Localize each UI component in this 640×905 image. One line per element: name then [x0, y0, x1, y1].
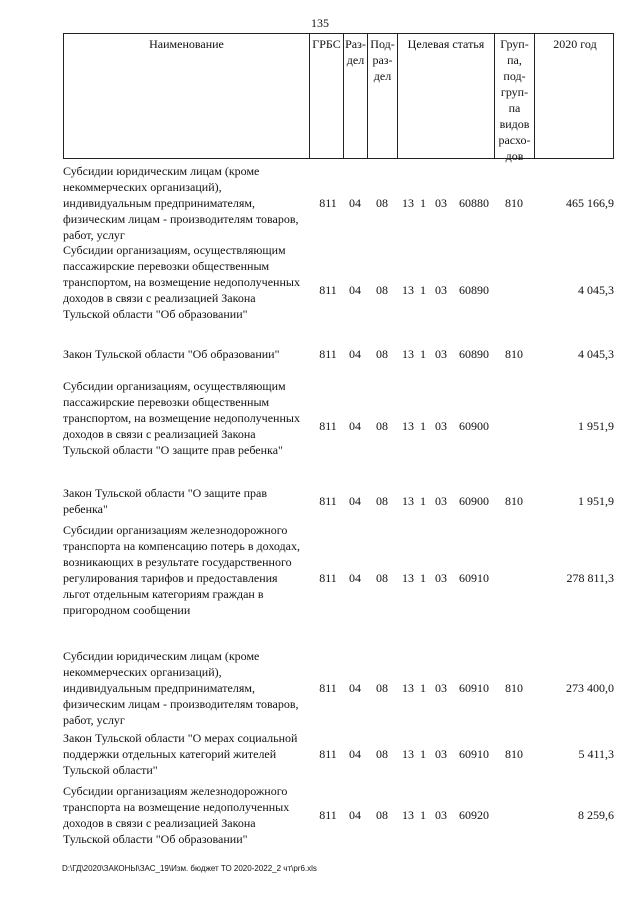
row-podrazdel: 08: [376, 808, 388, 822]
row-group: 810: [505, 196, 523, 210]
row-t3: 03: [435, 571, 447, 585]
row-group: 810: [505, 494, 523, 508]
row-t4: 60910: [459, 681, 489, 695]
table-row: [63, 346, 614, 362]
row-name: Субсидии юридическим лицам (кроме некоммерческих организаций), индивидуальным предпринимателям, физическим лицам - производителям товаров, работ, услуг: [63, 649, 299, 727]
row-t2: 1: [420, 681, 426, 695]
row-podrazdel: 08: [376, 283, 388, 297]
row-razdel: 04: [349, 494, 361, 508]
header-podrazdel: Под- раз- дел: [368, 34, 398, 158]
row-t2: 1: [420, 494, 426, 508]
table-row: [63, 163, 614, 243]
row-t2: 1: [420, 196, 426, 210]
row-t4: 60920: [459, 808, 489, 822]
row-t4: 60910: [459, 747, 489, 761]
row-t1: 13: [402, 681, 414, 695]
row-podrazdel: 08: [376, 681, 388, 695]
row-group: 810: [505, 747, 523, 761]
row-t4: 60880: [459, 196, 489, 210]
row-t4: 60900: [459, 419, 489, 433]
row-name: Закон Тульской области "О защите прав ребенка": [63, 486, 268, 516]
row-t4: 60900: [459, 494, 489, 508]
row-razdel: 04: [349, 283, 361, 297]
row-name: Закон Тульской области "О мерах социальной поддержки отдельных категорий жителей Тульской области": [63, 731, 298, 777]
row-t1: 13: [402, 347, 414, 361]
row-t2: 1: [420, 808, 426, 822]
row-t1: 13: [402, 571, 414, 585]
header-year: 2020 год: [553, 37, 597, 51]
table-row: [63, 522, 614, 634]
row-value: 1 951,9: [578, 419, 614, 433]
row-value: 5 411,3: [578, 747, 614, 761]
row-podrazdel: 08: [376, 747, 388, 761]
row-t4: 60910: [459, 571, 489, 585]
row-value: 4 045,3: [578, 347, 614, 361]
row-t2: 1: [420, 419, 426, 433]
row-value: 8 259,6: [578, 808, 614, 822]
header-razdel: Раз- дел: [344, 34, 368, 158]
row-name: Субсидии организациям железнодорожного транспорта на компенсацию потерь в доходах, возникающих в результате государственного регулирования тарифов и предоставления льгот отдельным категориям граждан в пригородном сообщении: [63, 523, 300, 617]
row-t2: 1: [420, 283, 426, 297]
row-razdel: 04: [349, 681, 361, 695]
table-row: [63, 648, 614, 728]
row-value: 4 045,3: [578, 283, 614, 297]
row-value: 273 400,0: [566, 681, 614, 695]
row-podrazdel: 08: [376, 196, 388, 210]
row-razdel: 04: [349, 747, 361, 761]
table-row: [63, 378, 614, 474]
row-grbs: 811: [319, 494, 337, 508]
row-t2: 1: [420, 347, 426, 361]
table-row: [63, 783, 614, 847]
table-row: [63, 485, 614, 517]
row-t3: 03: [435, 747, 447, 761]
row-group: 810: [505, 681, 523, 695]
table-header: [63, 33, 614, 163]
row-name: Закон Тульской области "Об образовании": [63, 347, 280, 361]
row-razdel: 04: [349, 196, 361, 210]
row-value: 465 166,9: [566, 196, 614, 210]
row-t3: 03: [435, 808, 447, 822]
row-razdel: 04: [349, 347, 361, 361]
row-t3: 03: [435, 196, 447, 210]
row-grbs: 811: [319, 347, 337, 361]
row-t2: 1: [420, 747, 426, 761]
header-name: Наименование: [64, 34, 310, 158]
row-t1: 13: [402, 283, 414, 297]
row-t4: 60890: [459, 283, 489, 297]
row-podrazdel: 08: [376, 347, 388, 361]
row-razdel: 04: [349, 419, 361, 433]
row-t1: 13: [402, 747, 414, 761]
row-name: Субсидии организациям, осуществляющим пассажирские перевозки общественным транспортом, на возмещение недополученных доходов в связи с реализацией Закона Тульской области "О защите прав ребенка": [63, 379, 300, 457]
row-podrazdel: 08: [376, 571, 388, 585]
row-grbs: 811: [319, 283, 337, 297]
table-row: [63, 242, 614, 338]
row-podrazdel: 08: [376, 419, 388, 433]
row-t3: 03: [435, 419, 447, 433]
row-t4: 60890: [459, 347, 489, 361]
row-value: 278 811,3: [566, 571, 614, 585]
row-value: 1 951,9: [578, 494, 614, 508]
row-grbs: 811: [319, 808, 337, 822]
table-row: [63, 730, 614, 778]
row-t1: 13: [402, 419, 414, 433]
row-t3: 03: [435, 283, 447, 297]
header-grbs: ГРБС: [310, 34, 344, 158]
row-name: Субсидии организациям, осуществляющим пассажирские перевозки общественным транспортом, на возмещение недополученных доходов в связи с реализацией Закона Тульской области "Об образовании": [63, 243, 300, 321]
file-path-footer: D:\ГД\2020\ЗАКОНЫ\ЗАС_19\Изм. бюджет ТО 2020-2022_2 чт\pr6.xls: [62, 864, 317, 873]
row-t2: 1: [420, 571, 426, 585]
row-t3: 03: [435, 681, 447, 695]
row-grbs: 811: [319, 419, 337, 433]
row-grbs: 811: [319, 196, 337, 210]
row-razdel: 04: [349, 571, 361, 585]
row-t3: 03: [435, 494, 447, 508]
page-number: 135: [311, 16, 329, 30]
row-grbs: 811: [319, 747, 337, 761]
row-name: Субсидии организациям железнодорожного транспорта на возмещение недополученных доходов в связи с реализацией Закона Тульской области "Об образовании": [63, 784, 290, 846]
header-target: Целевая статья: [398, 34, 495, 158]
row-grbs: 811: [319, 681, 337, 695]
row-podrazdel: 08: [376, 494, 388, 508]
row-group: 810: [505, 347, 523, 361]
row-razdel: 04: [349, 808, 361, 822]
row-grbs: 811: [319, 571, 337, 585]
row-t1: 13: [402, 196, 414, 210]
row-t1: 13: [402, 808, 414, 822]
row-name: Субсидии юридическим лицам (кроме некоммерческих организаций), индивидуальным предпринимателям, физическим лицам - производителям товаров, работ, услуг: [63, 164, 299, 242]
row-t1: 13: [402, 494, 414, 508]
row-t3: 03: [435, 347, 447, 361]
header-group: Груп- па, под- груп- па видов расхо- дов: [495, 34, 535, 158]
